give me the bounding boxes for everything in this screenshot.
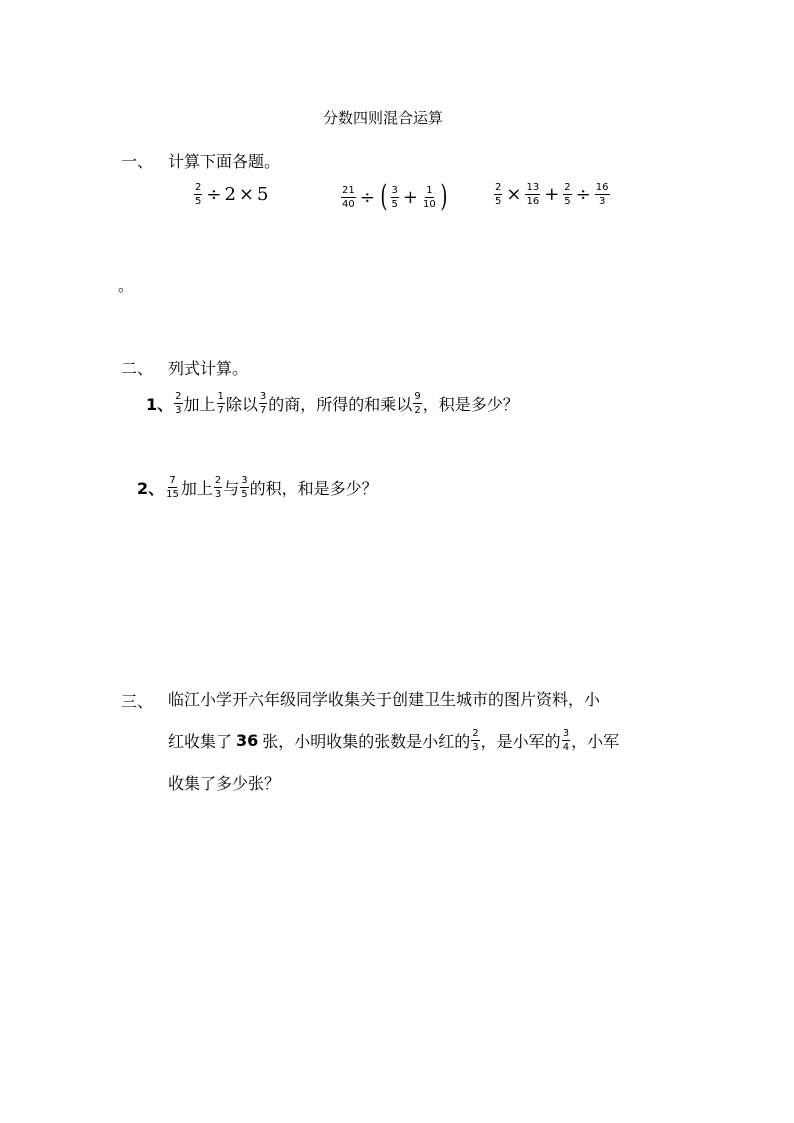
fraction: $\frac{9}{2}$ bbox=[414, 391, 421, 416]
page-title: 分数四则混合运算 bbox=[323, 109, 444, 127]
question-number: 1、 bbox=[146, 395, 174, 414]
section-3-line-3: 收集了多少张？ bbox=[168, 774, 281, 793]
number: 5 bbox=[257, 184, 269, 205]
question-text: 的商，所得的和乘以 bbox=[268, 395, 413, 414]
expression-3 bbox=[493, 182, 611, 207]
section-2-heading: 列式计算。 bbox=[168, 359, 249, 378]
section-2-marker: 二、 bbox=[121, 359, 154, 378]
question-text: 除以 bbox=[225, 395, 258, 414]
problem-text: 红收集了 bbox=[168, 732, 233, 751]
expression-1 bbox=[193, 182, 268, 207]
problem-text: ，小军 bbox=[571, 732, 620, 751]
right-paren: ) bbox=[440, 179, 448, 214]
problem-text: 张，小明收集的张数是小红的 bbox=[262, 732, 471, 751]
section-3-line-2 bbox=[168, 728, 619, 753]
fraction: $\frac{2}{5}$ bbox=[495, 182, 502, 207]
section-1-heading: 计算下面各题。 bbox=[168, 152, 281, 171]
fraction: $\frac{3}{4}$ bbox=[562, 728, 570, 753]
expression-2 bbox=[340, 179, 449, 214]
stray-period: 。 bbox=[118, 276, 135, 295]
fraction: $\frac{1}{7}$ bbox=[217, 391, 224, 416]
fraction: $\frac{2}{3}$ bbox=[472, 728, 479, 753]
divide-sign: ÷ bbox=[206, 184, 222, 205]
divide-sign: ÷ bbox=[575, 184, 591, 205]
fraction: $\frac{1}{10}$ bbox=[423, 184, 436, 210]
fraction: $\frac{2}{5}$ bbox=[195, 182, 202, 207]
fraction: $\frac{3}{5}$ bbox=[241, 475, 248, 500]
fraction: $\frac{16}{3}$ bbox=[595, 182, 609, 207]
problem-text: ，是小军的 bbox=[480, 732, 561, 751]
fraction: $\frac{3}{7}$ bbox=[259, 391, 267, 416]
fraction: $\frac{3}{5}$ bbox=[391, 184, 398, 210]
fraction: $\frac{21}{40}$ bbox=[342, 184, 355, 210]
number: 2 bbox=[224, 184, 236, 205]
question-text: 的积，和是多少？ bbox=[249, 479, 378, 498]
fraction: $\frac{13}{16}$ bbox=[526, 182, 540, 207]
question-text: 加上 bbox=[180, 479, 213, 498]
plus-sign: + bbox=[402, 186, 419, 208]
multiply-sign: × bbox=[506, 184, 522, 205]
question-number: 2、 bbox=[137, 479, 165, 498]
divide-sign: ÷ bbox=[359, 186, 375, 208]
section-1-marker: 一、 bbox=[121, 152, 154, 171]
question-2 bbox=[137, 475, 378, 500]
left-paren: ( bbox=[380, 179, 388, 214]
fraction: $\frac{2}{5}$ bbox=[564, 182, 571, 207]
problem-number: 36 bbox=[236, 731, 259, 750]
fraction: $\frac{2}{3}$ bbox=[175, 391, 182, 416]
fraction: $\frac{7}{15}$ bbox=[166, 475, 179, 500]
question-text: ，积是多少？ bbox=[422, 395, 519, 414]
section-3-line-1: 临江小学开六年级同学收集关于创建卫生城市的图片资料，小 bbox=[168, 690, 601, 709]
plus-sign: + bbox=[544, 184, 560, 205]
question-text: 与 bbox=[223, 479, 240, 498]
section-3-marker: 三、 bbox=[121, 692, 154, 711]
multiply-sign: × bbox=[238, 184, 255, 205]
question-text: 加上 bbox=[183, 395, 216, 414]
fraction: $\frac{2}{3}$ bbox=[214, 475, 222, 500]
question-1 bbox=[146, 391, 519, 416]
